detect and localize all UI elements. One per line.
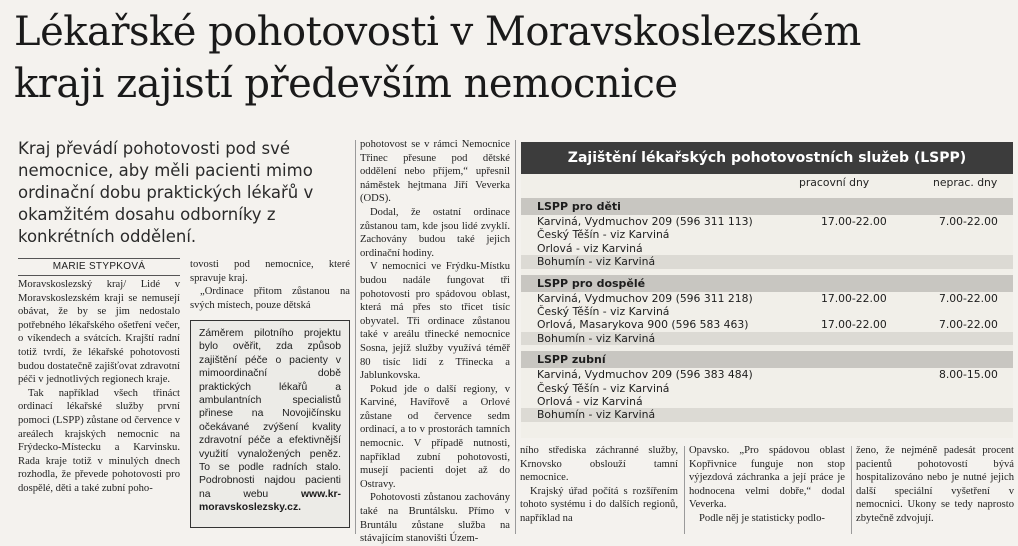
row-offdays-hours: 7.00-22.00	[939, 215, 998, 228]
paragraph: ženo, že nejméně padesát procent pacientů pohotovostí bývá hospitalizováno nebo je nutné jejich další speciální vyšetření v nemocnici. Ukony se tedy naprosto zbytečně zdvojují.	[856, 445, 1014, 524]
headline-line-1: Lékařské pohotovosti v Moravskoslezském	[14, 9, 861, 55]
table-row	[521, 332, 1013, 345]
row-location: Orlová - viz Karviná	[537, 241, 643, 255]
article-column-4	[520, 444, 678, 536]
table-row	[521, 228, 1013, 241]
paragraph: Moravskoslezský kraj/ Lidé v Moravskoslezském kraji se nemusejí obávat, že by se jim nedostalo potřebného lékařského ošetření večer, o víkendech a svátcích. Krajští radní totiž tvrdí, že lékařské pohotovosti budou dostatečně zajišťovat zdravotní péči v jednotlivých regionech kraje.	[18, 279, 180, 386]
table-body	[521, 198, 1013, 422]
table-row	[521, 292, 1013, 305]
paragraph: tovosti pod nemocnice, které spravuje kraj.	[190, 259, 350, 284]
table-row	[521, 305, 1013, 318]
column-rule	[684, 446, 685, 534]
row-location: Bohumín - viz Karviná	[537, 255, 656, 269]
row-offdays-hours: 7.00-22.00	[939, 318, 998, 332]
row-location: Bohumín - viz Karviná	[537, 331, 656, 345]
row-workdays-hours: 17.00-22.00	[821, 318, 887, 332]
table-row	[521, 255, 1013, 268]
paragraph: Tak například všech třináct ordinací lékařské služby první pomoci (LSPP) zůstane od července v areálech krajských nemocnic na Frýdecko-Místecku a Karvinsku. Rada kraje totiž v minulých dnech rozhodla, že převede pohotovosti pro dospělé, děti a také zubní poho-	[18, 387, 180, 494]
row-offdays-hours: 8.00-15.00	[939, 368, 998, 382]
table-title: Zajištění lékařských pohotovostních služeb (LSPP)	[521, 142, 1013, 174]
row-location: Český Těšín - viz Karviná	[537, 228, 670, 242]
row-location: Český Těšín - viz Karviná	[537, 381, 670, 395]
column-rule	[355, 140, 356, 534]
row-workdays-hours: 17.00-22.00	[821, 291, 887, 305]
paragraph: pohotovost se v rámci Nemocnice Třinec přesune pod dětské oddělení nebo příjem,“ upřesnil náměstek hejtmana Jiří Veverka (ODS).	[360, 139, 510, 205]
row-location: Bohumín - viz Karviná	[537, 408, 656, 422]
article-column-1	[18, 278, 180, 534]
table-row	[521, 368, 1013, 381]
byline: MARIE STYPKOVÁ	[18, 258, 180, 276]
article-column-2	[190, 258, 350, 314]
table-row	[521, 382, 1013, 395]
table-section-header: LSPP pro dospělé	[521, 275, 1013, 292]
paragraph: Opavsko. „Pro spádovou oblast Kopřivnice funguje non stop výjezdová záchranka a její práce je hodnocena velmi dobře,“ dodal Veverka.	[689, 445, 845, 511]
sidebar-box-text: Záměrem pilotního projektu bylo ověřit, zda způsob zajištění péče o pacienty v mimoordinační době praktických lékařů a ambulantních specialistů přinese na Novojičínsku očekávané zvýšení kvality zdravotní péče a efektivnější využití vynaložených peněz. To se podle radních stalo. Podrobnosti najdou pacienti na webu	[199, 328, 341, 500]
table-row	[521, 215, 1013, 228]
lead-paragraph: Kraj převádí pohotovosti pod své nemocnice, aby měli pacienti mimo ordinační dobu praktických lékařů v okamžitém dosahu odborníky z konkrétních oddělení.	[18, 139, 314, 246]
paragraph: „Ordinace přitom zůstanou na svých místech, pouze dětská	[190, 286, 350, 311]
table-row	[521, 395, 1013, 408]
row-offdays-hours: 7.00-22.00	[939, 291, 998, 305]
headline-line-2: kraji zajistí především nemocnice	[14, 61, 678, 107]
article-column-5	[689, 444, 845, 536]
row-location: Karviná, Vydmuchov 209 (596 311 218)	[537, 291, 753, 305]
paragraph: ního střediska záchranné služby, Krnovsko obslouží tamní nemocnice.	[520, 445, 678, 484]
website-url: www.kr-moravskoslezsky.cz.	[199, 488, 341, 514]
paragraph: Dodal, že ostatní ordinace zůstanou tam, kde jsou lidé zvyklí. Zachovány budou také jejich ordinační hodiny.	[360, 206, 510, 259]
row-location: Karviná, Vydmuchov 209 (596 311 113)	[537, 215, 753, 228]
row-workdays-hours: 17.00-22.00	[821, 215, 887, 228]
table-section-header: LSPP pro děti	[521, 198, 1013, 215]
row-location: Český Těšín - viz Karviná	[537, 304, 670, 318]
paragraph: Krajský úřad počítá s rozšířením tohoto systému i do dalších regionů, například na	[520, 485, 678, 524]
column-rule	[851, 446, 852, 534]
paragraph: Pohotovosti zůstanou zachovány také na Bruntálsku. Přímo v Bruntálu zůstane služba na stávajícím stanovišti Územ-	[360, 492, 510, 545]
row-location: Orlová - viz Karviná	[537, 394, 643, 408]
table-header	[521, 174, 1013, 192]
table-section-header: LSPP zubní	[521, 351, 1013, 368]
column-rule	[515, 140, 516, 534]
headline	[14, 6, 1014, 110]
paragraph: Podle něj je statisticky podlo-	[699, 512, 825, 524]
row-location: Karviná, Vydmuchov 209 (596 383 484)	[537, 368, 753, 382]
table-row	[521, 318, 1013, 331]
paragraph: Pokud jde o další regiony, v Karviné, Havířově a Orlové zůstane od července sedm ordinací, a to v prostorách tamních nemocnic. V případě nutnosti, například zubní pohotovosti, musejí pacienti dojet až do Ostravy.	[360, 383, 510, 490]
column-header-offdays: neprac. dny	[933, 176, 998, 189]
column-header-workdays: pracovní dny	[799, 176, 870, 189]
row-location: Orlová, Masarykova 900 (596 583 463)	[537, 318, 749, 332]
sidebar-box	[190, 320, 350, 528]
lspp-table	[521, 142, 1013, 438]
table-row	[521, 408, 1013, 421]
table-row	[521, 242, 1013, 255]
paragraph: V nemocnici ve Frýdku-Místku budou nadále fungovat tři pohotovosti pro spádovou oblast, která má přes sto třicet tisíc obyvatel. Tři ordinace zůstanou také v areálu třinecké nemocnice Sosna, jejíž služby využívá téměř 80 tisíc lidí z Třinecka a Jablunkovska.	[360, 261, 510, 382]
article-column-6	[856, 444, 1014, 536]
article-column-3	[360, 138, 510, 545]
